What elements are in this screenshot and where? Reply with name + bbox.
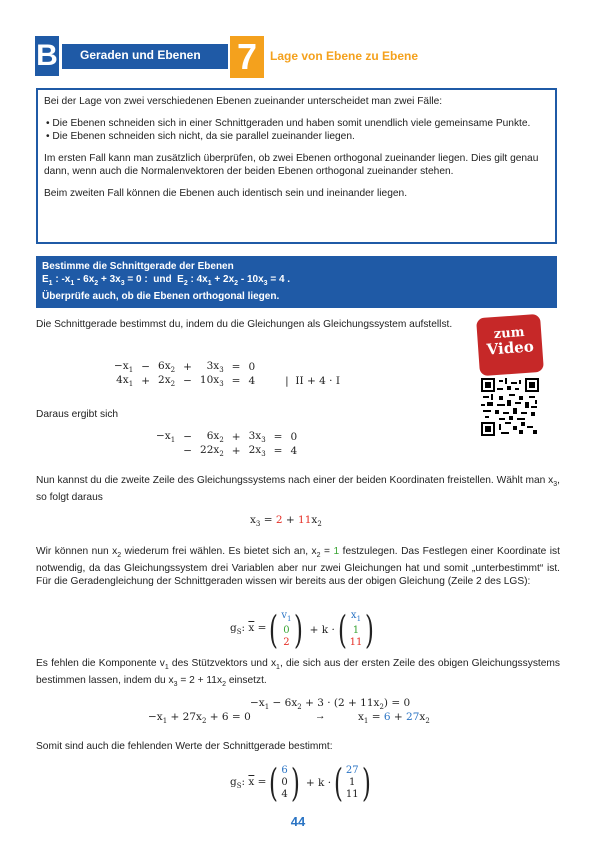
equation-substitution: $-x_1 - 6x_2 + 3 \cdot (2 + 11x_2) = 0$: [250, 697, 411, 712]
section-badge: B: [35, 36, 59, 76]
info-bullet-2: • Die Ebenen schneiden sich nicht, da sie parallel zueinander liegen.: [46, 131, 355, 142]
paragraph-result: Daraus ergibt sich: [36, 409, 119, 420]
task-line-3: Überprüfe auch, ob die Ebenen orthogonal liegen.: [42, 291, 280, 302]
info-bullet-1: • Die Ebenen schneiden sich in einer Schnittgeraden und haben somit unendlich viele gemeinsame Punkte.: [46, 118, 531, 129]
equation-x3: $x_3 = 2 + 11x_2$: [250, 514, 322, 529]
paragraph-free-variable: Nun kannst du die zweite Zeile des Gleichungssystems nach einer der beiden Koordinaten freistellen. Wählt man $x_3$, so folgt daraus: [36, 475, 560, 504]
paragraph-choose-x2: Wir können nun $x_2$ wiederum frei wählen. Es bietet sich an, $x_2 = 1$ festzulegen. Das Festlegen einer Koordinate ist notwendig, da das Gleichungssystem drei Variablen aber nur zwei Gleichungen hat und somit „unterbestimmt“ ist. Für die Geradengleichung der Schnittgeraden wissen wir bereits aus der obigen Gleichung (Zeile 2 des LGS):: [36, 546, 560, 588]
video-label-2: Video: [486, 337, 535, 359]
line-equation-partial: $g_S$: $\overline{x}$ = ( $v_1$ 0 2 ) + k · ( $x_1$ 1 11 ): [230, 607, 375, 652]
qr-code-icon[interactable]: [481, 378, 539, 436]
info-box: [36, 88, 557, 244]
arrow-icon: →: [315, 710, 326, 722]
line-equation-final: $g_S$: $\overline{x}$ = ( 6 0 4 ) + k · ( 27 1 11 ): [230, 761, 371, 805]
video-label-1: zum: [493, 324, 525, 343]
task-line-1: Bestimme die Schnittgerade der Ebenen: [42, 261, 234, 272]
info-intro: Bei der Lage von zwei verschiedenen Ebenen zueinander unterscheidet man zwei Fälle:: [44, 96, 443, 107]
page-number: 44: [290, 814, 306, 829]
chapter-number: 7: [230, 36, 264, 78]
equation-system-1: $-x_1$ − $6x_2$ + $3x_3$ = 0 $4x_1$ + $2x_2$ − $10x_3$ = 4 | II + 4 · I: [114, 360, 340, 389]
chapter-title: Geraden und Ebenen: [80, 48, 201, 62]
equation-simplified: $-x_1 + 27x_2 + 6 = 0$: [148, 711, 251, 726]
paragraph-setup: Die Schnittgerade bestimmst du, indem du die Gleichungen als Gleichungssystem aufstellst.: [36, 319, 453, 330]
equation-x1: $x_1 = 6 + 27x_2$: [358, 711, 430, 726]
task-box: [36, 256, 557, 308]
paragraph-conclusion: Somit sind auch die fehlenden Werte der Schnittgerade bestimmt:: [36, 741, 333, 752]
equation-system-2: $-x_1$ − $6x_2$ + $3x_3$ = 0 − $22x_2$ + $2x_3$ = 4: [156, 430, 298, 459]
video-button[interactable]: [476, 314, 544, 376]
task-planes: $E_1$ : $-x_1 - 6x_2 + 3x_3 = 0$ : und $E_2$ : $4x_1 + 2x_2 - 10x_3 = 4$ .: [42, 274, 291, 287]
info-identical: Beim zweiten Fall können die Ebenen auch identisch sein und ineinander liegen.: [44, 188, 408, 199]
info-orthogonal: Im ersten Fall kann man zusätzlich überprüfen, ob zwei Ebenen orthogonal zueinander liegen. Dies gilt genau dann, wenn auch die Normalenvektoren der beiden Ebenen orthogonal zueinander stehen.: [44, 153, 539, 177]
page-title: Lage von Ebene zu Ebene: [270, 49, 419, 63]
paragraph-missing-components: Es fehlen die Komponente $v_1$ des Stützvektors und $x_1$, die sich aus der ersten Zeile des obigen Gleichungssystems bestimmen lassen, indem du $x_3 = 2 + 11x_2$ einsetzt.: [36, 658, 561, 689]
